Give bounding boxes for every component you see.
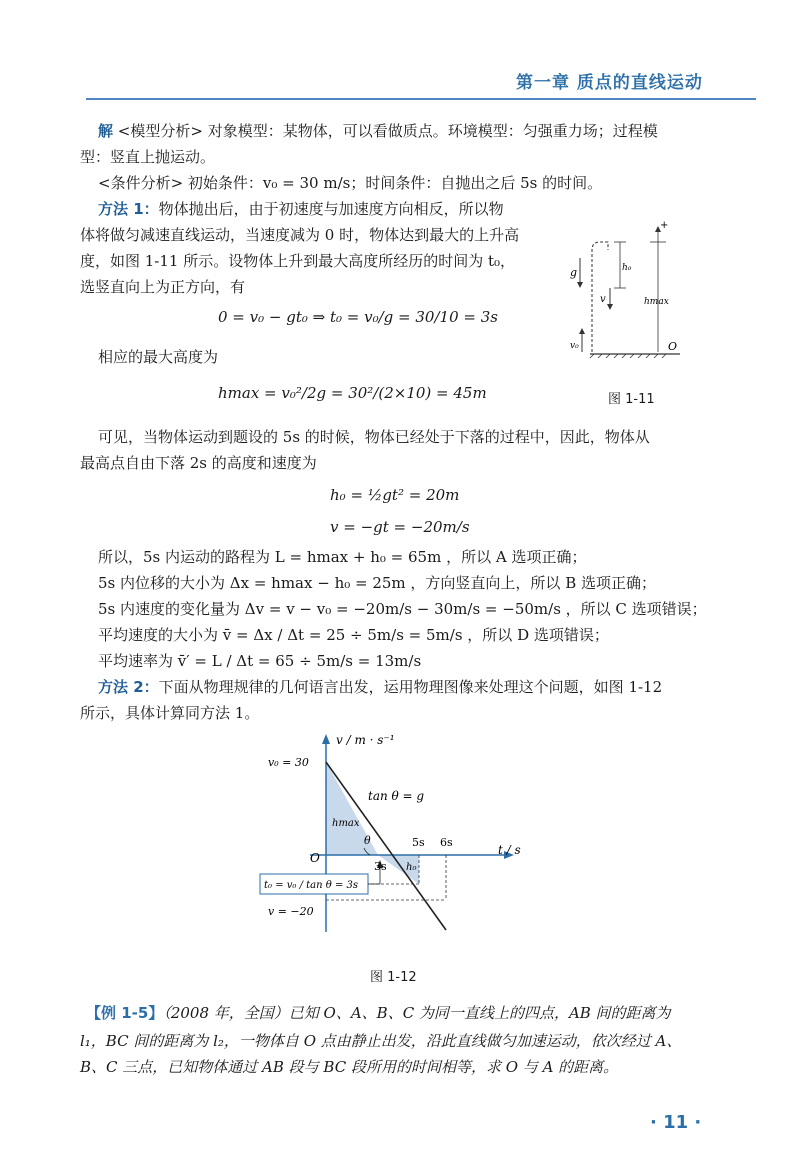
para-falling: 可见，当物体运动到题设的 5s 的时候，物体已经处于下落的过程中，因此，物体从 [98,428,650,446]
fig12-ylabel: v / m · s⁻¹ [336,733,395,747]
fig11-v0-label: v₀ [570,341,579,351]
figure-1-11 [560,218,695,368]
solution-label: 解 [98,122,114,140]
para-method2 [98,676,662,698]
fig11-h0-label: h₀ [622,263,632,273]
chapter-header: 第一章 质点的直线运动 [516,73,703,93]
page-number: · 11 · [650,1112,702,1133]
equation-hmax: hmax = v₀²/2g = 30²/(2×10) = 45m [218,384,487,402]
fig12-t6-label: 6s [440,836,453,849]
method1-text: 物体抛出后，由于初速度与加速度方向相反，所以物 [158,200,504,218]
fig12-hmax-label: hmax [332,818,360,829]
fig12-t5-label: 5s [412,836,425,849]
example-text-2: l₁，BC 间的距离为 l₂，一物体自 O 点由静止出发，沿此直线做匀加速运动，依次经过 A、 [80,1032,682,1050]
fig12-h0-label: h₀ [406,862,417,873]
example-1-5 [86,1002,671,1024]
para-solution-cont: 型：竖直上抛运动。 [80,148,216,166]
fig12-tan-label: tan θ = g [368,789,425,803]
fig11-hmax-label: hmax [644,297,669,307]
example-text-3: B、C 三点，已知物体通过 AB 段与 BC 段所用的时间相等，求 O 与 A 的距离。 [80,1058,619,1076]
figure-1-12-caption: 图 1-12 [370,970,417,985]
method2-line2: 所示，具体计算同方法 1。 [80,704,260,722]
fig12-vneg-label: v = −20 [268,905,314,918]
method2-text: 下面从物理规律的几何语言出发，运用物理图像来处理这个问题，如图 1-12 [158,678,663,696]
fig12-t3-label: 3s [374,860,387,873]
fig11-origin-label: O [668,340,678,353]
para-conditions: <条件分析> 初始条件：v₀ = 30 m/s；时间条件：自抛出之后 5s 的时间。 [98,174,603,192]
line-average-speed: 平均速率为 v̄′ = L / Δt = 65 ÷ 5m/s = 13m/s [98,652,422,670]
method1-line4: 选竖直向上为正方向，有 [80,278,246,296]
method1-line2: 体将做匀减速直线运动，当速度减为 0 时，物体达到最大的上升高 [80,226,520,244]
example-tag: 【例 1-5】 [86,1004,164,1022]
equation-h0: h₀ = ½gt² = 20m [330,486,460,504]
line-velocity-change: 5s 内速度的变化量为 Δv = v − v₀ = −20m/s − 30m/s = −50m/s ，所以 C 选项错误； [98,600,707,618]
equation-t0: 0 = v₀ − gt₀ ⇒ t₀ = v₀/g = 30/10 = 3s [218,308,498,326]
figure-1-12 [240,730,540,940]
equation-v: v = −gt = −20m/s [330,518,470,536]
line-path-length: 所以，5s 内运动的路程为 L = hmax + h₀ = 65m ，所以 A 选项正确； [98,548,587,566]
fig12-xlabel: t / s [498,843,521,857]
header-rule [86,98,756,100]
method1-label: 方法 1： [98,200,159,218]
para-method1 [98,198,504,220]
method1-line3: 度，如图 1-11 所示。设物体上升到最大高度所经历的时间为 t₀， [80,252,516,270]
fig12-theta-label: θ [364,834,371,847]
example-text-1: （2008 年，全国）已知 O、A、B、C 为同一直线上的四点，AB 间的距离为 [163,1004,671,1022]
line-displacement: 5s 内位移的大小为 Δx = hmax − h₀ = 25m ，方向竖直向上，所以 B 选项正确； [98,574,656,592]
para-falling-cont: 最高点自由下落 2s 的高度和速度为 [80,454,317,472]
fig11-plus-label: + [660,220,669,231]
para-solution [98,120,658,142]
fig12-v0-label: v₀ = 30 [268,756,309,769]
fig12-t0-box-label: t₀ = v₀ / tan θ = 3s [264,880,358,891]
method2-label: 方法 2： [98,678,159,696]
figure-1-11-caption: 图 1-11 [608,392,655,407]
line-average-velocity: 平均速度的大小为 v̄ = Δx / Δt = 25 ÷ 5m/s = 5m/s ，所以 D 选项错误； [98,626,609,644]
para-max-height: 相应的最大高度为 [98,348,219,366]
para-solution-text: <模型分析> 对象模型：某物体，可以看做质点。环境模型：匀强重力场；过程模 [113,122,658,140]
fig12-origin-label: O [310,851,320,865]
fig11-g-label: g [570,266,578,279]
fig11-v-label: v [600,294,606,305]
